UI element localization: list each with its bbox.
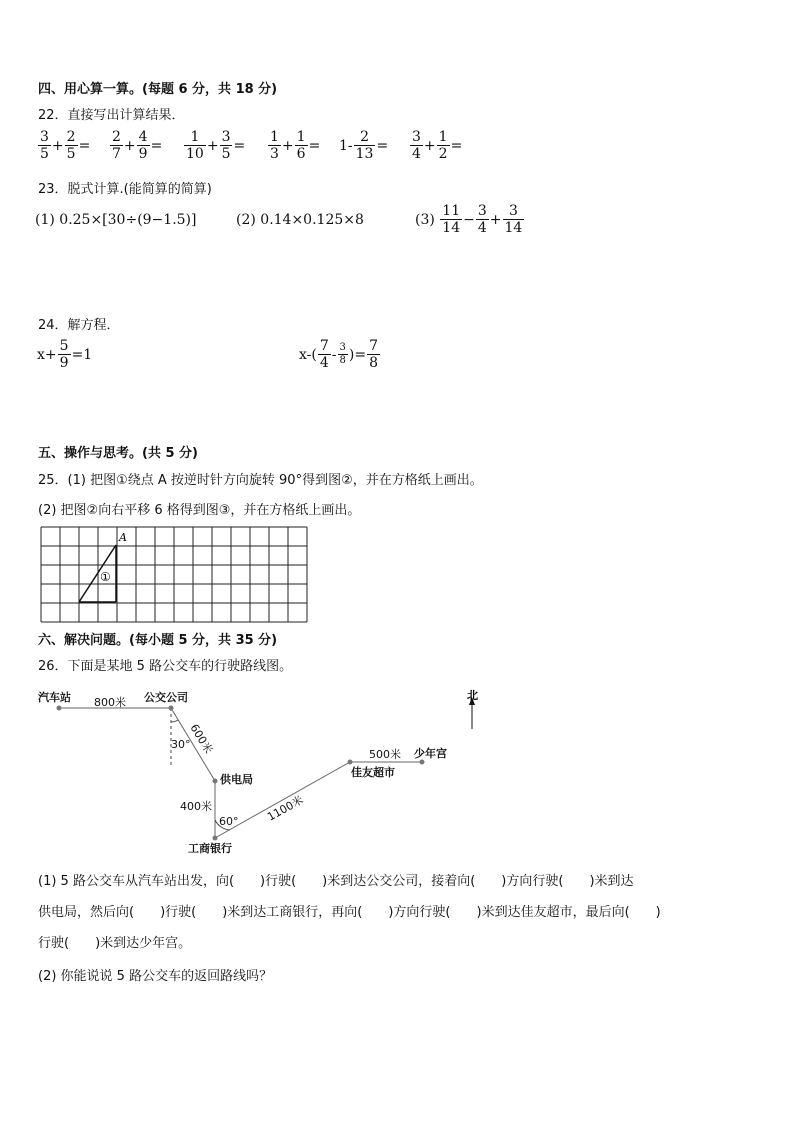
station-label-power-bureau: 供电局 [220,773,253,786]
section-4-title: 四、用心算一算。(每题 6 分，共 18 分) [38,82,278,97]
station-dot-supermarket [348,760,353,765]
point-a-label: A [119,531,127,544]
distance-label-800: 800米 [94,696,126,709]
angle-label-60: 60° [219,815,239,828]
station-dot-bus-company [169,706,174,711]
shape-1-label: ① [100,570,111,584]
station-label-bus-terminal: 汽车站 [38,691,71,704]
station-dot-power-bureau [213,779,218,784]
station-label-youth-palace: 少年宫 [414,747,447,760]
question-23-label: 23．脱式计算.(能简算的简算) [38,182,212,197]
distance-label-500: 500米 [369,748,401,761]
q22-item-5: 1- $\frac{2}{13}$ = [339,129,389,162]
question-24-label: 24．解方程． [38,318,120,333]
bus-route-map [30,684,490,859]
question-25-part-1: 25．(1) 把图①绕点 A 按逆时针方向旋转 90°得到图②，并在方格纸上画出。 [38,473,483,488]
question-22-label: 22．直接写出计算结果． [38,108,185,123]
station-label-bus-company: 公交公司 [144,691,188,704]
q22-item-2: $\frac{2}{7}$ + $\frac{4}{9}$ = [112,129,163,162]
station-dot-bus-terminal [57,706,62,711]
station-dot-youth-palace [420,760,425,765]
q22-item-6: $\frac{3}{4}$ + $\frac{1}{2}$ = [412,129,463,162]
question-26-1-line-3: 行驶( )米到达少年宫。 [38,936,192,951]
q24-equation-1: x+ $\frac{5}{9}$ =1 [37,338,93,371]
question-26-1-line-2: 供电局，然后向( )行驶( )米到达工商银行，再向( )方向行驶( )米到达佳友超市，最后向( ) [38,905,661,920]
q22-item-1: $\frac{3}{5}$ + $\frac{2}{5}$ = [40,129,91,162]
q23-part-1: (1) 0.25×[30÷(9−1.5)] [35,212,197,228]
q23-part-3: (3) $\frac{11}{14}$ − $\frac{3}{4}$ + $\frac{3}{14}$ [415,203,523,236]
station-label-bank: 工商银行 [188,842,232,855]
question-25-part-2: (2) 把图②向右平移 6 格得到图③，并在方格纸上画出。 [38,503,361,518]
question-26-label: 26．下面是某地 5 路公交车的行驶路线图。 [38,659,293,674]
question-26-1-line-1: (1) 5 路公交车从汽车站出发，向( )行驶( )米到达公交公司，接着向( )方向行驶( )米到达 [38,874,634,889]
question-26-part-2: (2) 你能说说 5 路公交车的返回路线吗？ [38,969,273,984]
grid-lines [41,527,307,622]
q22-item-4: $\frac{1}{3}$ + $\frac{1}{6}$ = [270,129,321,162]
distance-label-400: 400米 [180,800,212,813]
station-dot-bank [213,836,218,841]
section-5-title: 五、操作与思考。(共 5 分) [38,446,198,461]
q22-item-3: $\frac{1}{10}$ + $\frac{3}{5}$ = [186,129,246,162]
q24-equation-2: x-( $\frac{7}{4}$ - $\frac{3}{8}$ )= $\frac{7}{8}$ [299,338,378,371]
q23-part-2: (2) 0.14×0.125×8 [236,212,364,228]
grid-paper[interactable] [40,526,308,624]
angle-label-30: 30° [171,738,191,751]
north-label: 北 [467,689,478,702]
distance-label-1100: 1100米 [265,793,306,824]
angle-arc-30 [171,720,178,722]
distance-label-600: 600米 [187,721,216,756]
section-6-title: 六、解决问题。(每小题 5 分，共 35 分) [38,633,278,648]
station-label-supermarket: 佳友超市 [351,766,395,779]
